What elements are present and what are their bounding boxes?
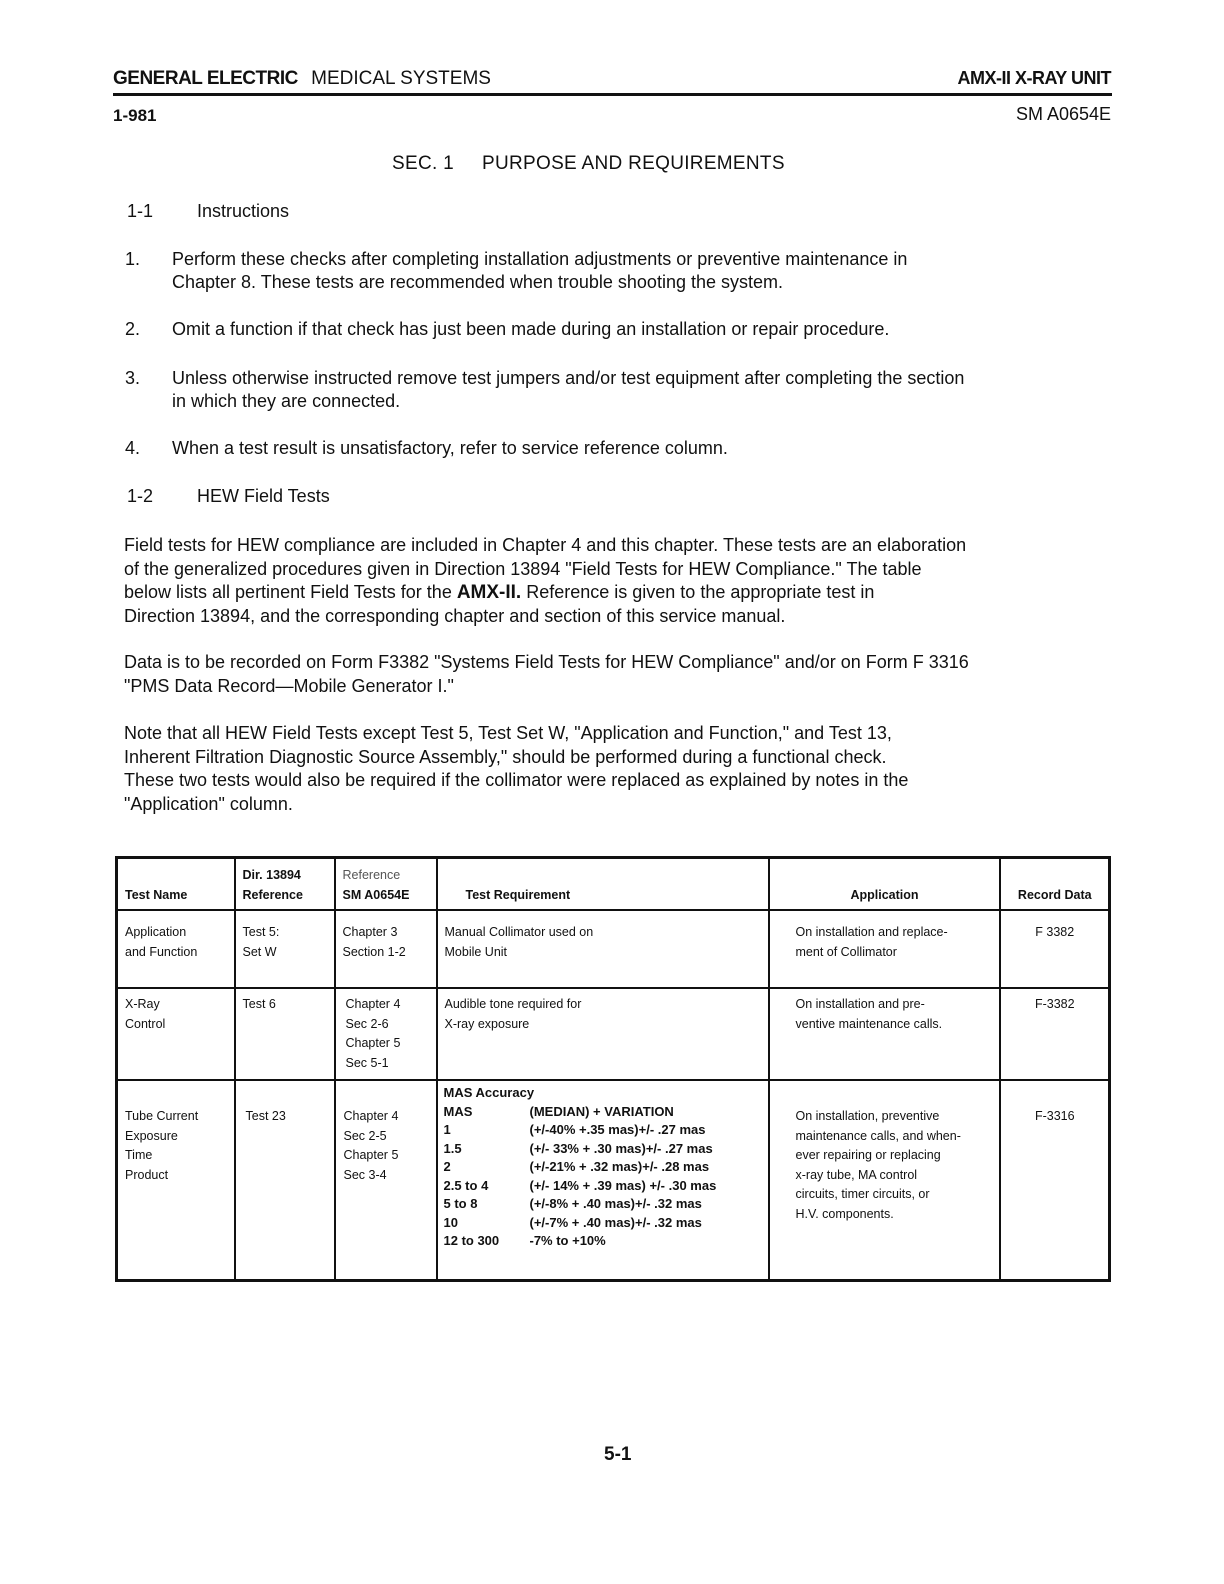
cell-test-name: X-Ray Control <box>117 988 235 1080</box>
cell-application: On installation and replace- ment of Collimator <box>769 910 1000 988</box>
instruction-line: Chapter 8. These tests are recommended when trouble shooting the system. <box>172 272 783 292</box>
paragraph-line: Field tests for HEW compliance are included in Chapter 4 and this chapter. These tests are an elaboration <box>124 535 967 555</box>
instruction-number: 4. <box>125 438 141 458</box>
document-number: SM A0654E <box>1015 104 1111 124</box>
header-sm-reference: Reference SM A0654E <box>335 858 437 911</box>
instruction-line: Perform these checks after completing installation adjustments or preventive maintenance in <box>172 249 908 269</box>
mas-value: 1.5 <box>443 1140 462 1156</box>
table-header-row <box>117 858 1110 911</box>
page-number: 5-1 <box>604 1444 632 1465</box>
instruction-item <box>125 248 1125 294</box>
mas-accuracy-title: MAS Accuracy <box>443 1085 535 1100</box>
instruction-line: Omit a function if that check has just been made during an installation or repair procedure. <box>172 319 890 339</box>
instruction-number: 1. <box>125 249 141 269</box>
mas-value: 5 to 8 <box>443 1196 478 1211</box>
cell-record-data: F-3382 <box>1000 988 1110 1080</box>
instruction-item <box>125 367 1125 413</box>
mas-value: 2 <box>443 1159 451 1174</box>
instruction-line: Unless otherwise instructed remove test jumpers and/or test equipment after completing the section <box>172 368 965 388</box>
header-record-data: Record Data <box>1000 858 1110 911</box>
cell-test-name: Application and Function <box>117 910 235 988</box>
cell-dir-reference: Test 5: Set W <box>235 910 335 988</box>
page-header <box>113 68 1111 90</box>
header-test-requirement: Test Requirement <box>437 858 769 911</box>
paragraph-line <box>124 581 1134 605</box>
subsection-title: HEW Field Tests <box>197 486 330 506</box>
paragraph-line: These two tests would also be required if the collimator were replaced as explained by notes in the <box>124 770 909 790</box>
variation-value: (+/-8% + .40 mas)+/- .32 mas <box>529 1196 702 1211</box>
mas-value: 10 <box>443 1214 458 1230</box>
paragraph-line: Note that all HEW Field Tests except Test 5, Test Set W, "Application and Function," and Test 13, <box>124 723 892 743</box>
cell-dir-reference: Test 6 <box>235 988 335 1080</box>
subsection-title: Instructions <box>197 201 290 221</box>
field-tests-table <box>115 856 1111 1282</box>
variation-value: -7% to +10% <box>529 1233 606 1248</box>
subsection-instructions <box>127 201 289 222</box>
paragraph-line: Inherent Filtration Diagnostic Source Assembly," should be performed during a functional check. <box>124 746 887 767</box>
variation-value: (+/- 33% + .30 mas)+/- .27 mas <box>529 1140 713 1156</box>
table-row <box>117 1080 1110 1281</box>
cell-requirement: Manual Collimator used on Mobile Unit <box>437 910 769 988</box>
instruction-line: When a test result is unsatisfactory, refer to service reference column. <box>172 438 728 458</box>
header-rule <box>113 93 1112 96</box>
paragraph-line: "Application" column. <box>124 793 293 814</box>
table-row <box>117 988 1110 1080</box>
subsection-hew-field-tests <box>127 486 330 507</box>
section-title <box>392 153 785 175</box>
section-number: SEC. 1 <box>392 153 454 174</box>
cell-sm-reference: Chapter 4 Sec 2-5 Chapter 5 Sec 3-4 <box>335 1080 437 1281</box>
paragraph-field-tests <box>124 534 1134 628</box>
header-application: Application <box>769 858 1000 911</box>
mas-value: 1 <box>443 1122 451 1137</box>
mas-header: MAS <box>443 1103 473 1119</box>
instruction-item <box>125 437 1125 460</box>
paragraph-note <box>124 722 1134 816</box>
cell-application: On installation and pre- ventive maintenance calls. <box>769 988 1000 1080</box>
cell-record-data: F 3382 <box>1000 910 1110 988</box>
variation-value: (+/-7% + .40 mas)+/- .32 mas <box>529 1214 702 1230</box>
variation-value: (+/-21% + .32 mas)+/- .28 mas <box>529 1159 710 1174</box>
variation-value: (+/-40% +.35 mas)+/- .27 mas <box>529 1122 706 1137</box>
cell-sm-reference: Chapter 3 Section 1-2 <box>335 910 437 988</box>
paragraph-data-record <box>124 651 1134 698</box>
mas-value: 2.5 to 4 <box>443 1177 489 1193</box>
subsection-number: 1-1 <box>127 201 154 221</box>
mas-value: 12 to 300 <box>443 1233 500 1248</box>
header-test-name: Test Name <box>117 858 235 911</box>
mas-table <box>444 1103 762 1251</box>
variation-value: (+/- 14% + .39 mas) +/- .30 mas <box>529 1177 717 1193</box>
division-name: MEDICAL SYSTEMS <box>311 68 491 89</box>
paragraph-line: Direction 13894, and the corresponding chapter and section of this service manual. <box>124 605 786 626</box>
subsection-number: 1-2 <box>127 486 154 506</box>
instruction-number: 3. <box>125 368 141 388</box>
variation-header: (MEDIAN) + VARIATION <box>529 1103 674 1119</box>
paragraph-line: "PMS Data Record—Mobile Generator I." <box>124 675 454 696</box>
cell-sm-reference: Chapter 4 Sec 2-6 Chapter 5 Sec 5-1 <box>335 988 437 1080</box>
paragraph-text: Reference is given to the appropriate test in <box>521 582 875 602</box>
instruction-number: 2. <box>125 319 141 339</box>
header-dir-reference: Dir. 13894 Reference <box>235 858 335 911</box>
cell-test-name: Tube Current Exposure Time Product <box>117 1080 235 1281</box>
cell-mas-accuracy <box>437 1080 769 1281</box>
section-heading: PURPOSE AND REQUIREMENTS <box>482 153 785 174</box>
header-left <box>113 68 491 90</box>
cell-application: On installation, preventive maintenance calls, and when- ever repairing or replacing x-ray tube, MA control circuits, timer circuits, or H.V. components. <box>769 1080 1000 1281</box>
instruction-line: in which they are connected. <box>172 391 401 411</box>
cell-dir-reference: Test 23 <box>235 1080 335 1281</box>
paragraph-line: Data is to be recorded on Form F3382 "Systems Field Tests for HEW Compliance" and/or on Form F 3316 <box>124 652 969 672</box>
instruction-item <box>125 318 1125 341</box>
product-reference: AMX-II. <box>456 582 522 603</box>
paragraph-line: of the generalized procedures given in Direction 13894 "Field Tests for HEW Compliance." The table <box>124 558 922 579</box>
paragraph-text: below lists all pertinent Field Tests for the <box>124 582 457 602</box>
revision-date: 1-981 <box>113 106 157 125</box>
company-name: GENERAL ELECTRIC <box>113 68 298 89</box>
cell-requirement: Audible tone required for X-ray exposure <box>437 988 769 1080</box>
product-name: AMX-II X-RAY UNIT <box>957 68 1111 88</box>
cell-record-data: F-3316 <box>1000 1080 1110 1281</box>
table-row <box>117 910 1110 988</box>
